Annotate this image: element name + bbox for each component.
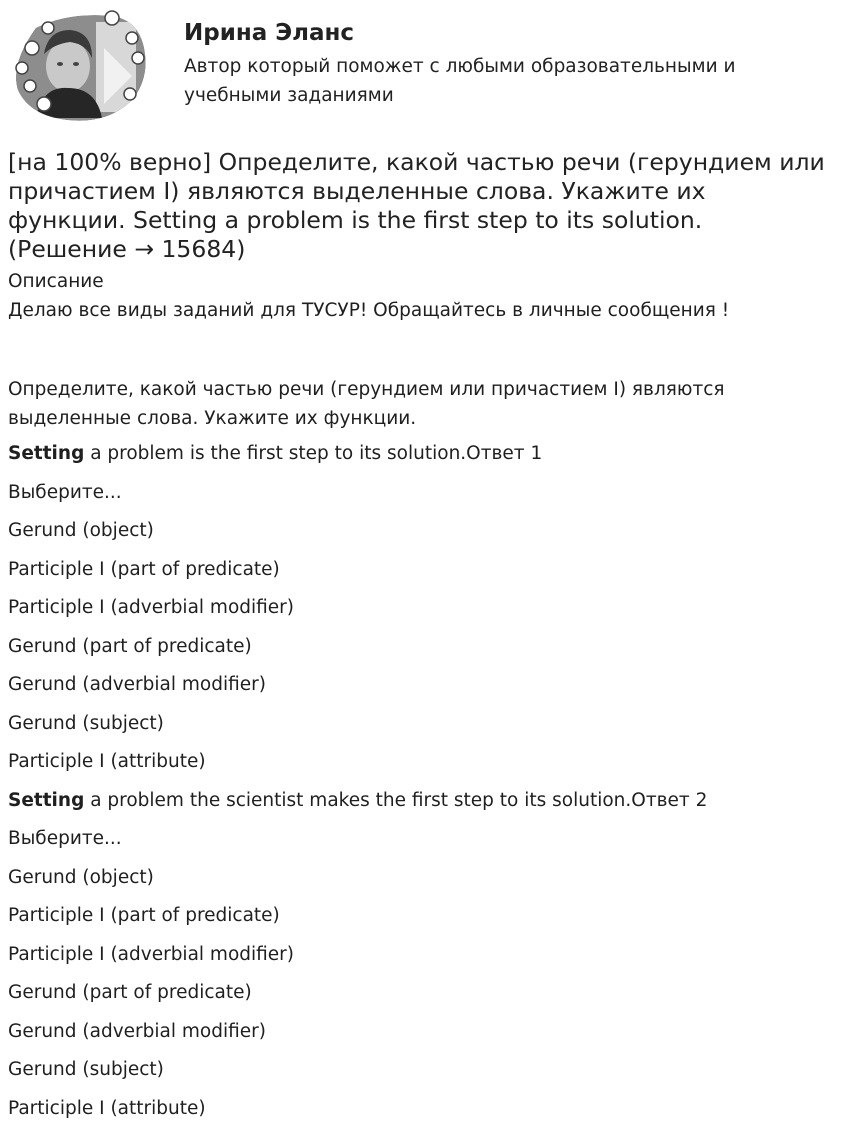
- option-item[interactable]: Participle I (adverbial modifier): [8, 597, 295, 618]
- option-item[interactable]: Participle I (attribute): [8, 751, 206, 772]
- spacer: [8, 323, 828, 375]
- question-text: [8, 435, 828, 474]
- option-item[interactable]: Participle I (attribute): [8, 1097, 206, 1119]
- select-placeholder[interactable]: Выберите...: [8, 481, 122, 503]
- author-avatar[interactable]: [8, 8, 150, 128]
- highlighted-word: Setting: [8, 789, 85, 811]
- option-item[interactable]: Participle I (part of predicate): [8, 905, 280, 926]
- main-content: [8, 148, 828, 1128]
- option-item[interactable]: Participle I (adverbial modifier): [8, 943, 295, 965]
- page-title: [на 100% верно] Определите, какой частью речи (герундием или причастием I) являются выделенные слова. Укажите их функции. Setting a problem is the first step to its solution. (Решение → 15684): [8, 148, 825, 263]
- option-item[interactable]: Gerund (object): [8, 520, 154, 541]
- question-2: [8, 782, 828, 1129]
- option-item[interactable]: Gerund (part of predicate): [8, 982, 252, 1003]
- question-text: [8, 782, 828, 821]
- question-rest: a problem is the first step to its solution.Ответ 1: [84, 443, 543, 464]
- option-item[interactable]: Gerund (adverbial modifier): [8, 674, 266, 695]
- description-label: Описание: [8, 271, 104, 292]
- task-text: Определите, какой частью речи (герундием или причастием I) являются выделенные слова. Укажите их функции.: [8, 379, 725, 429]
- option-item[interactable]: Participle I (part of predicate): [8, 558, 280, 580]
- option-item[interactable]: Gerund (subject): [8, 712, 164, 734]
- question-rest: a problem the scientist makes the first step to its solution.Ответ 2: [84, 789, 708, 811]
- highlighted-word: Setting: [8, 443, 85, 464]
- question-1: [8, 435, 828, 782]
- option-item[interactable]: Gerund (part of predicate): [8, 635, 252, 657]
- author-name[interactable]: Ирина Эланс: [184, 20, 355, 46]
- select-placeholder[interactable]: Выберите...: [8, 828, 122, 849]
- option-item[interactable]: Gerund (subject): [8, 1059, 164, 1080]
- option-item[interactable]: Gerund (object): [8, 866, 154, 888]
- option-item[interactable]: Gerund (adverbial modifier): [8, 1020, 266, 1042]
- author-description: Автор который поможет с любыми образовательными и учебными заданиями: [184, 56, 736, 106]
- author-block: [8, 8, 838, 128]
- description-text: Делаю все виды заданий для ТУСУР! Обращайтесь в личные сообщения !: [8, 300, 730, 321]
